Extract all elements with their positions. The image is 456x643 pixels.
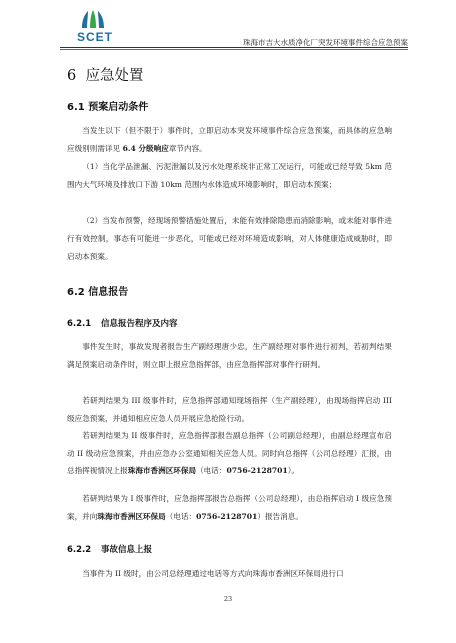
- para-text: 若研判结果为 II 级事件时，应急指挥部报告副总指挥（公司副总经理），由副总经理宣布启动 II 级动应急预案，并由应急办公室通知相关应急人员。同时向总指挥（公司总经理）汇报，由总指挥视情况上报: [67, 431, 392, 476]
- para-text: 章节内容。: [168, 143, 207, 153]
- header-divider: [60, 47, 408, 48]
- header-divider-thin: [60, 49, 408, 50]
- paragraph-6-2-1-c: [67, 427, 392, 480]
- subsection-number: 6.2.2: [67, 545, 92, 555]
- scet-logo-icon: [78, 10, 108, 30]
- subsection-title: 信息报告程序及内容: [101, 319, 178, 329]
- paragraph-6-2-1-a: 事件发生时，事故发现者报告生产副经理唐少忠，生产副经理对事件进行初判，若初判结果满足预案启动条件时，则立即上报应急指挥部，由应急指挥部对事件行研判。: [67, 342, 392, 369]
- chapter-number: 6: [67, 68, 77, 84]
- paragraph-6-1-condition-2: （2）当发布预警，经现场预警措施处置后，未能有效排除隐患而消除影响，或未能对事件进行有效控制，事态有可能进一步恶化，可能或已经对环境造成影响，对人体健康造成威胁时，即启动本预案。: [67, 216, 392, 261]
- chapter-title: 应急处置: [85, 68, 144, 84]
- para-text: ）。: [287, 466, 300, 476]
- para-text: ）报告消息。: [257, 511, 303, 521]
- company-logo: [64, 10, 124, 44]
- para-text: 若研判结果为 I 级事件时，应急指挥部报告总指挥（公司总经理），由总指挥启动 I 级应急预案，并向: [67, 494, 392, 521]
- subsection-title: 事故信息上报: [101, 545, 153, 555]
- paragraph-6-1-intro: [67, 122, 392, 158]
- section-heading-6-1: 6.1 预案启动条件: [67, 102, 149, 113]
- agency-name: 珠海市香洲区环保局: [127, 466, 197, 476]
- logo-text: SCET: [76, 30, 113, 44]
- phone-number: 0756-2128701: [226, 466, 288, 476]
- header-title: 珠海市吉大水质净化厂突发环境事件综合应急预案: [243, 38, 408, 47]
- section-heading-6-2: 6.2 信息报告: [67, 287, 129, 298]
- para-text: （电话：: [196, 466, 227, 476]
- page-number: 23: [223, 595, 233, 603]
- paragraph-6-2-2-a: 当事件为 II 级时，由公司总经理通过电话等方式向珠海市香洲区环保局进行口: [82, 569, 344, 578]
- para-text: （电话：: [165, 511, 197, 521]
- paragraph-6-2-1-d: [67, 490, 392, 525]
- para-bold-ref: 6.4 分级响应: [122, 143, 169, 153]
- paragraph-6-1-condition-1: （1）当化学品泄漏、污泥泄漏以及污水处理系统非正常工况运行，可能或已经导致 5km 范围内大气环境及排放口下游 10km 范围内水体造成环境影响时，即启动本预案；: [67, 162, 392, 189]
- subsection-heading-6-2-1: [67, 317, 178, 329]
- paragraph-6-2-1-b: 若研判结果为 III 级事件时，应急指挥部通知现场指挥（生产副经理），由现场指挥启动 III 级应急预案，并通知相应应急人员开展应急抢险行动。: [67, 396, 392, 423]
- agency-name: 珠海市香洲区环保局: [97, 511, 166, 521]
- subsection-heading-6-2-2: [67, 543, 152, 555]
- para-text: 当发生以下（但不限于）事件时，立即启动本突发环境事件综合应急预案，而具体的应急响应级别则需详见: [67, 126, 392, 153]
- chapter-heading: [67, 64, 143, 85]
- phone-number: 0756-2128701: [196, 511, 258, 521]
- subsection-number: 6.2.1: [67, 319, 92, 329]
